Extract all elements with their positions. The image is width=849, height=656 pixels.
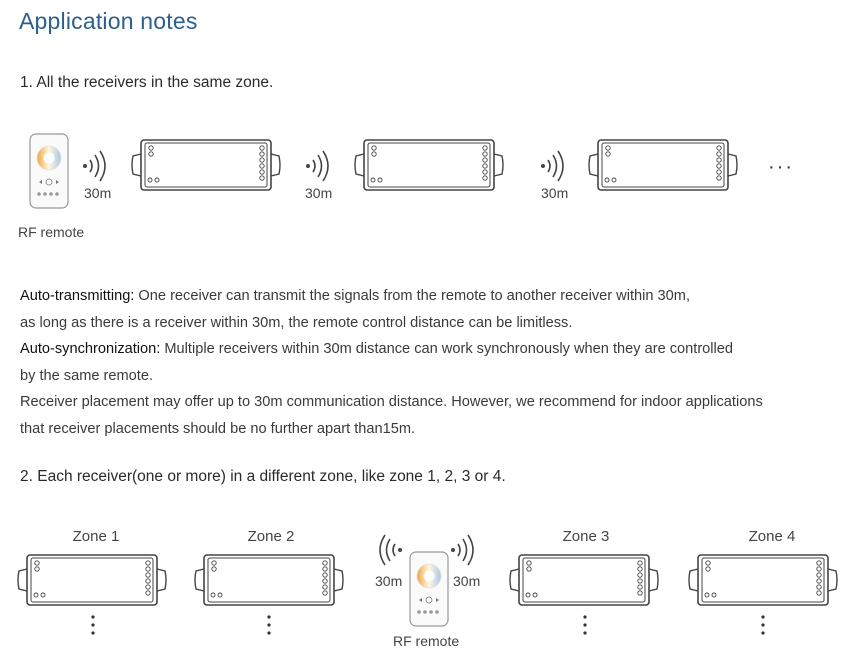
led-receiver-icon [17, 555, 169, 607]
led-receiver-icon [688, 555, 840, 607]
rf-remote-icon [410, 552, 450, 628]
auto-transmit-term: Auto-transmitting: [20, 288, 135, 304]
rf-remote-icon [30, 134, 70, 210]
remote-label: RF remote [18, 224, 85, 240]
page-title: Application notes [19, 8, 198, 34]
section2-heading: 2. Each receiver(one or more) in a different zone, like zone 1, 2, 3 or 4. [20, 468, 506, 485]
vertical-ellipsis-icon [763, 617, 767, 637]
led-receiver-icon [131, 140, 283, 192]
distance-label: 30m [541, 185, 569, 201]
distance-label: 30m [375, 573, 403, 589]
zone-label: Zone 4 [748, 528, 796, 545]
auto-transmit-text-2: as long as there is a receiver within 30m, the remote control distance can be limitless. [20, 314, 573, 331]
distance-label: 30m [453, 573, 481, 589]
zone-label: Zone 3 [562, 528, 610, 545]
vertical-ellipsis-icon [269, 617, 273, 637]
vertical-ellipsis-icon [93, 617, 97, 637]
remote-label: RF remote [393, 633, 460, 649]
led-receiver-icon [509, 555, 661, 607]
section1-heading: 1. All the receivers in the same zone. [20, 74, 274, 91]
auto-sync-text: Multiple receivers within 30m distance can work synchronously when they are controlled [160, 341, 734, 357]
placement-text: Receiver placement may offer up to 30m communication distance. However, we recommend for indoor applications [20, 394, 763, 410]
distance-label: 30m [84, 185, 112, 201]
led-receiver-icon [588, 140, 740, 192]
ellipsis: ··· [768, 156, 794, 178]
auto-sync-term: Auto-synchronization: [20, 341, 161, 357]
auto-sync-text-2: by the same remote. [20, 367, 154, 384]
zone-label: Zone 1 [72, 528, 120, 545]
description-text [20, 283, 840, 442]
auto-transmit-text: One receiver can transmit the signals from the remote to another receiver within 30m, [134, 288, 690, 304]
placement-text-2: that receiver placements should be no further apart than15m. [20, 420, 416, 437]
zone-label: Zone 2 [247, 528, 295, 545]
vertical-ellipsis-icon [585, 617, 589, 637]
led-receiver-icon [354, 140, 506, 192]
led-receiver-icon [194, 555, 346, 607]
distance-label: 30m [305, 185, 333, 201]
